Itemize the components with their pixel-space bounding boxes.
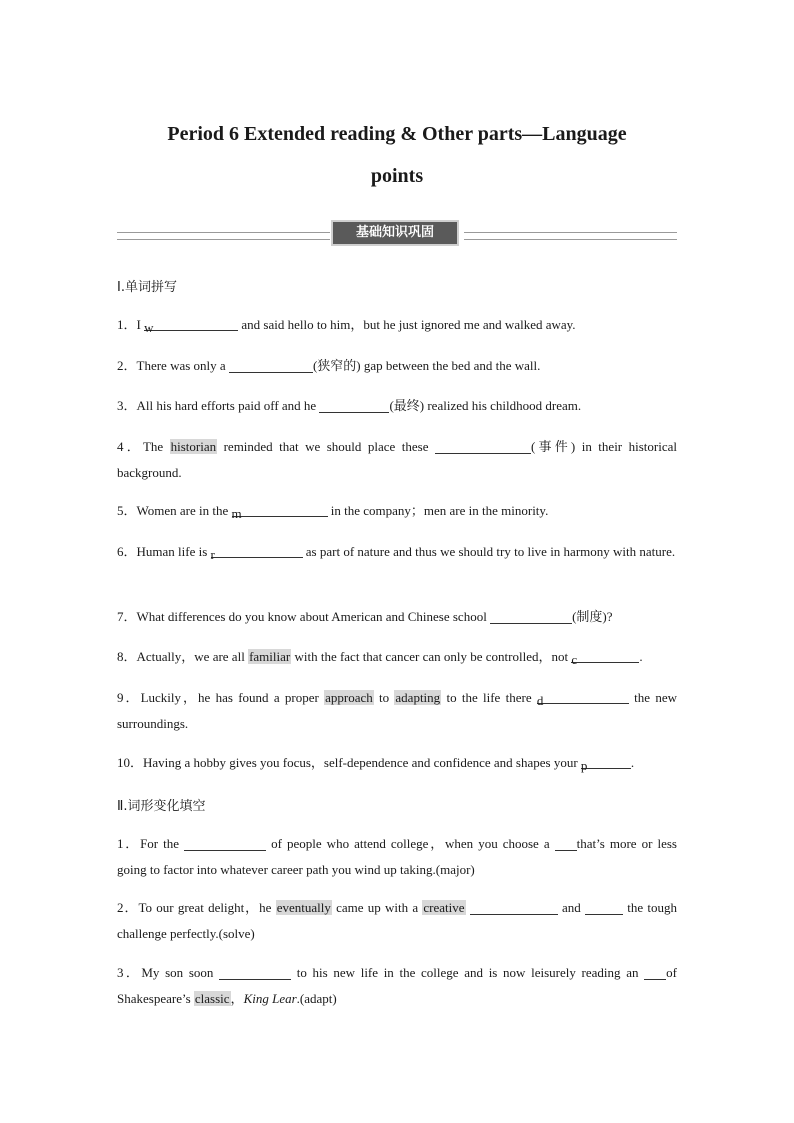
highlighted-word: familiar xyxy=(249,649,291,664)
answer-blank[interactable] xyxy=(229,357,313,373)
question-9 xyxy=(117,685,677,737)
answer-blank[interactable] xyxy=(644,964,666,980)
question-number: 1． xyxy=(117,836,141,851)
question-text: Women are in the xyxy=(136,503,232,518)
question-6 xyxy=(117,539,677,565)
question-text: with the fact that cancer can only be controlled，not xyxy=(291,649,572,664)
banner-rule-right xyxy=(464,232,677,240)
question-text: . xyxy=(639,649,643,664)
highlighted-word: historian xyxy=(170,439,217,454)
question-7 xyxy=(117,604,677,630)
question-number: 3． xyxy=(117,965,142,980)
answer-blank[interactable] xyxy=(555,835,577,851)
book-title: King Lear xyxy=(243,991,297,1006)
question-2-3 xyxy=(117,960,677,1012)
question-text: as part of nature and thus we should try to live in harmony with nature. xyxy=(302,544,676,559)
question-number: 2． xyxy=(117,358,137,373)
question-text: I xyxy=(136,317,145,332)
answer-blank[interactable] xyxy=(219,964,291,980)
banner-rule-left xyxy=(117,232,330,240)
highlighted-word: creative xyxy=(423,900,465,915)
question-text: reminded that we should place these xyxy=(217,439,435,454)
question-3 xyxy=(117,393,677,419)
question-2 xyxy=(117,353,677,379)
question-text: . xyxy=(630,755,635,770)
question-text: To our great delight，he xyxy=(138,900,276,915)
page-title: Period 6 Extended reading & Other parts—Language xyxy=(167,123,627,145)
question-text: For the xyxy=(140,836,185,851)
question-text: to his new life in the college and is now leisurely reading an xyxy=(291,965,645,980)
question-5 xyxy=(117,498,677,524)
answer-blank[interactable] xyxy=(144,315,238,335)
question-number: 4． xyxy=(117,439,143,454)
question-text: Having a hobby gives you focus，self-dependence and confidence and shapes your xyxy=(143,755,581,770)
question-text: .(adapt) xyxy=(296,991,337,1006)
question-number: 10． xyxy=(117,755,144,770)
question-text: that’s more or less going to factor into whatever career path you wind up taking.(major) xyxy=(117,836,677,877)
question-text: (最终) realized his childhood dream. xyxy=(389,398,582,413)
question-text: and xyxy=(557,900,586,915)
question-text: to xyxy=(373,690,395,705)
hint-letter: w xyxy=(144,320,154,335)
answer-blank[interactable] xyxy=(435,438,531,454)
question-text: (事件) in their historical background. xyxy=(117,439,677,480)
answer-blank[interactable] xyxy=(231,501,328,521)
question-text: Luckily，he has found a proper xyxy=(140,690,325,705)
question-text: (狭窄的) gap between the bed and the wall. xyxy=(312,358,541,373)
question-number: 5． xyxy=(117,503,137,518)
hint-letter: r xyxy=(210,547,215,562)
question-2-2 xyxy=(117,895,677,947)
question-text: and said hello to him，but he just ignored me and walked away. xyxy=(238,317,576,332)
highlighted-word: approach xyxy=(325,690,373,705)
question-text: came up with a xyxy=(331,900,423,915)
question-number: 3． xyxy=(117,398,137,413)
section-heading-spelling: Ⅰ.单词拼写 xyxy=(117,280,177,295)
question-text: the new surroundings. xyxy=(117,690,677,731)
answer-blank[interactable] xyxy=(470,899,558,915)
question-text: There was only a xyxy=(136,358,229,373)
answer-blank[interactable] xyxy=(585,899,623,915)
highlighted-word: classic xyxy=(194,991,230,1006)
question-text: ， xyxy=(230,991,244,1006)
question-text: Human life is xyxy=(136,544,211,559)
answer-blank[interactable] xyxy=(571,647,639,667)
question-number: 1． xyxy=(117,317,137,332)
question-text: the tough challenge perfectly.(solve) xyxy=(117,900,677,941)
question-number: 6． xyxy=(117,544,137,559)
question-number: 8． xyxy=(117,649,137,664)
banner-label: 基础知识巩固 xyxy=(333,222,457,244)
answer-blank[interactable] xyxy=(319,397,389,413)
hint-letter: c xyxy=(571,652,578,667)
question-text: of people who attend college，when you choose a xyxy=(266,836,555,851)
question-8 xyxy=(117,644,677,670)
question-4 xyxy=(117,434,677,486)
answer-blank[interactable] xyxy=(184,835,266,851)
question-text: to the life there xyxy=(441,690,537,705)
answer-blank[interactable] xyxy=(580,753,631,773)
question-number: 7． xyxy=(117,609,137,624)
answer-blank[interactable] xyxy=(210,542,303,562)
question-text: of Shakespeare’s xyxy=(117,965,677,1006)
question-text: What differences do you know about American and Chinese school xyxy=(136,609,491,624)
question-2-1 xyxy=(117,831,677,883)
question-text: The xyxy=(142,439,170,454)
question-1 xyxy=(117,312,677,338)
section-banner xyxy=(117,222,677,248)
answer-blank[interactable] xyxy=(490,608,572,624)
hint-letter: m xyxy=(231,506,242,521)
question-number: 2． xyxy=(117,900,139,915)
hint-letter: d xyxy=(536,693,544,708)
question-text: My son soon xyxy=(141,965,220,980)
answer-blank[interactable] xyxy=(536,688,629,708)
highlighted-word: adapting xyxy=(395,690,441,705)
question-text: All his hard efforts paid off and he xyxy=(136,398,320,413)
highlighted-word: eventually xyxy=(276,900,331,915)
question-text: Actually，we are all xyxy=(136,649,249,664)
hint-letter: p xyxy=(580,758,588,773)
section-heading-word-forms: Ⅱ.词形变化填空 xyxy=(117,799,206,814)
question-text: in the company；men are in the minority. xyxy=(327,503,549,518)
question-text: (制度)? xyxy=(572,609,613,624)
question-10 xyxy=(117,750,677,776)
question-number: 9． xyxy=(117,690,141,705)
page-title-continued: points xyxy=(370,165,424,187)
